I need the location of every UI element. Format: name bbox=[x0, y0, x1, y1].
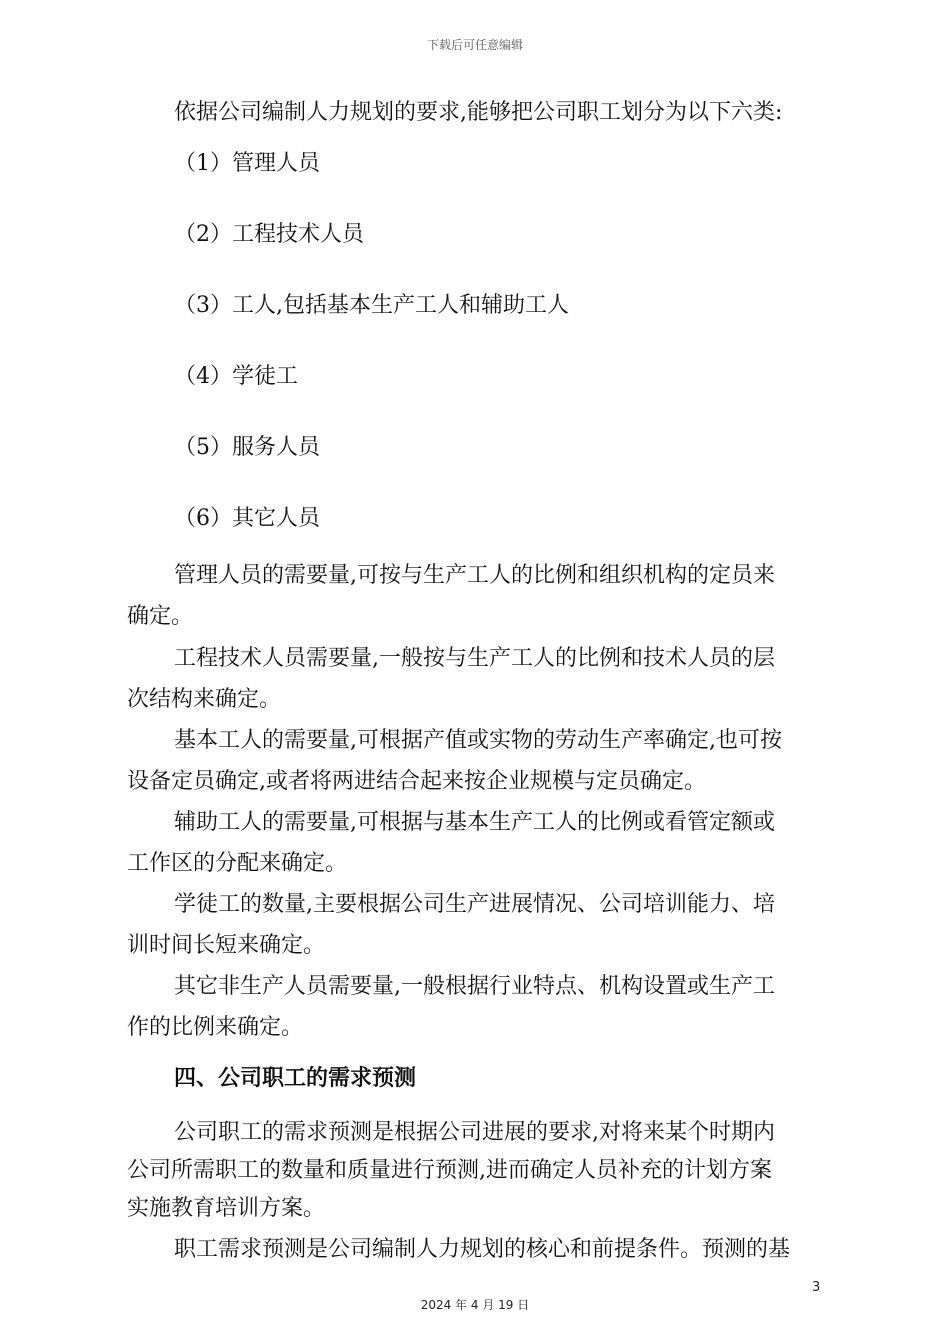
category-item: （1）管理人员 bbox=[174, 151, 320, 176]
paragraph-line: 职工需求预测是公司编制人力规划的核心和前提条件。预测的基 bbox=[174, 1237, 791, 1262]
category-item: （2）工程技术人员 bbox=[174, 222, 364, 247]
header-note: 下载后可任意编辑 bbox=[426, 38, 523, 52]
category-item: （4）学徒工 bbox=[174, 364, 298, 389]
category-item: （5）服务人员 bbox=[174, 435, 320, 460]
paragraph-line: 其它非生产人员需要量,一般根据行业特点、机构设置或生产工 bbox=[174, 974, 775, 999]
paragraph-line: 学徒工的数量,主要根据公司生产进展情况、公司培训能力、培 bbox=[174, 892, 775, 917]
paragraph-line: 设备定员确定,或者将两进结合起来按企业规模与定员确定。 bbox=[127, 769, 706, 794]
paragraph-line: 确定。 bbox=[127, 604, 194, 629]
paragraph-line: 公司职工的需求预测是根据公司进展的要求,对将来某个时期内 bbox=[174, 1120, 775, 1145]
paragraph-line: 次结构来确定。 bbox=[127, 687, 282, 712]
paragraph-line: 工程技术人员需要量,一般按与生产工人的比例和技术人员的层 bbox=[174, 646, 775, 671]
intro-line: 依据公司编制人力规划的要求,能够把公司职工划分为以下六类: bbox=[174, 100, 783, 125]
paragraph-line: 管理人员的需要量,可按与生产工人的比例和组织机构的定员来 bbox=[174, 563, 775, 588]
paragraph-line: 工作区的分配来确定。 bbox=[127, 851, 348, 876]
paragraph-line: 实施教育培训方案。 bbox=[127, 1196, 326, 1221]
category-item: （3）工人,包括基本生产工人和辅助工人 bbox=[174, 293, 569, 318]
category-item: （6）其它人员 bbox=[174, 506, 320, 531]
page-number: 3 bbox=[812, 1280, 821, 1295]
paragraph-line: 公司所需职工的数量和质量进行预测,进而确定人员补充的计划方案 bbox=[127, 1158, 772, 1183]
paragraph-line: 训时间长短来确定。 bbox=[127, 933, 326, 958]
paragraph-line: 基本工人的需要量,可根据产值或实物的劳动生产率确定,也可按 bbox=[174, 728, 782, 753]
section-heading: 四、公司职工的需求预测 bbox=[174, 1065, 417, 1091]
paragraph-line: 作的比例来确定。 bbox=[127, 1015, 304, 1040]
paragraph-line: 辅助工人的需要量,可根据与基本生产工人的比例或看管定额或 bbox=[174, 810, 775, 835]
footer-date: 2024 年 4 月 19 日 bbox=[420, 1298, 530, 1312]
